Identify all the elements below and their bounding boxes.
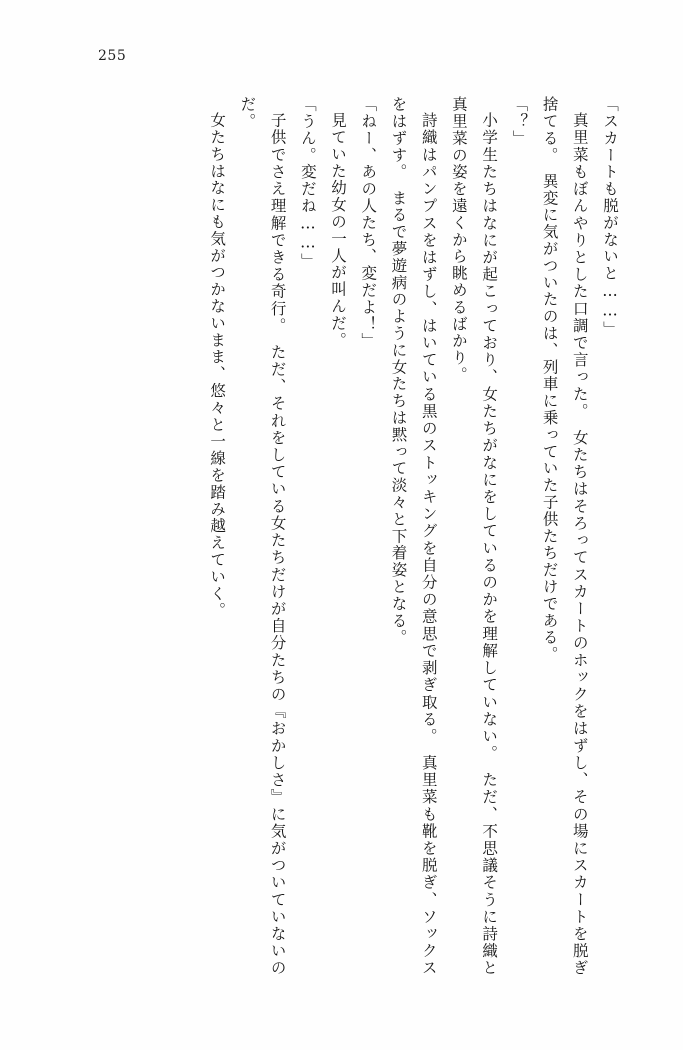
paragraph: 詩織はパンプスをはずし、はいている黒のストッキングを自分の意思で剥ぎ取る。 真里菜も靴を脱ぎ、ソックスをはずす。 まるで夢遊病のように女たちは黙って淡々と下着姿となる。	[389, 96, 438, 976]
paragraph: 女たちはなにも気がつかないまま、悠々と一線を踏み越えていく。	[208, 111, 227, 619]
paragraph: 「スカートも脱がないと……」	[601, 96, 619, 338]
paragraph: 「うん。変だね……」	[298, 96, 317, 270]
paragraph: 「ねー、あの人たち、変だよ！」	[359, 96, 378, 350]
paragraph: 「？」	[510, 96, 529, 147]
paragraph: 見ていた幼女の一人が叫んだ。	[329, 111, 348, 349]
page-number: 255	[98, 48, 127, 64]
body-text	[85, 96, 625, 976]
paragraph: 真里菜もぼんやりとした口調で言った。 女たちはそろってスカートのホックをはずし、その場にスカートを脱ぎ捨てる。 異変に気がついたのは、列車に乗っていた子供たちだけである。	[540, 96, 589, 976]
paragraph: 小学生たちはなにが起こっており、女たちがなにをしているのかを理解していない。 ただ、不思議そうに詩織と真里菜の姿を遠くから眺めるばかり。	[449, 96, 499, 976]
paragraph: 子供でさえ理解できる奇行。 ただ、それをしている女たちだけが自分たちの『おかしさ』に気がついていないのだ。	[238, 96, 287, 976]
